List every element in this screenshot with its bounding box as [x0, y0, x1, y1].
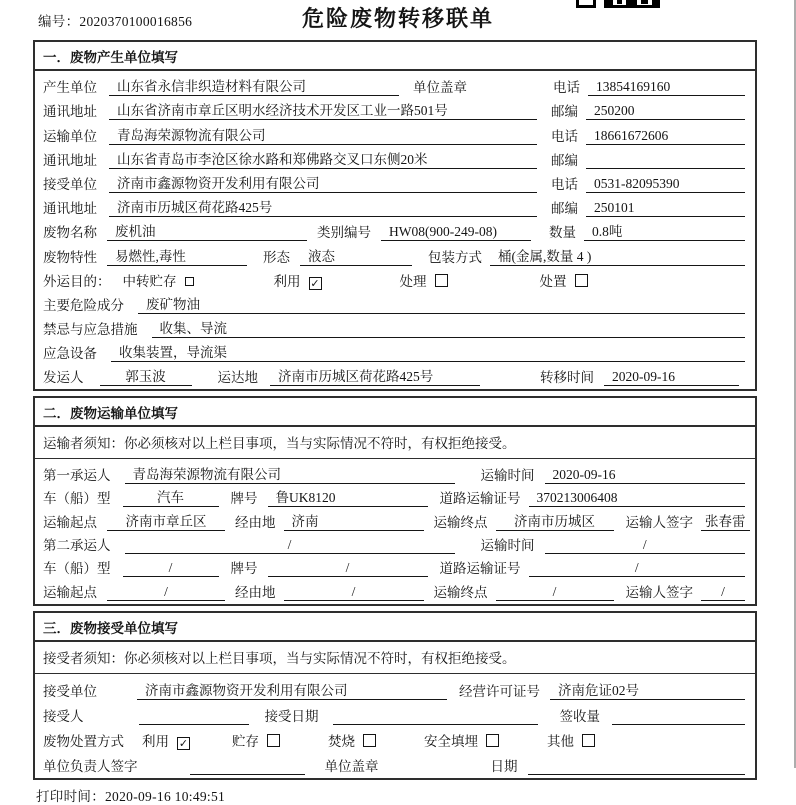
date-label: 日期: [490, 758, 518, 774]
waste-name-row: [43, 217, 745, 241]
vehicle-type-2-value: /: [123, 560, 219, 577]
checkbox-transfer-storage: [185, 277, 194, 286]
purpose-option-label: 中转贮存: [122, 273, 177, 289]
section-receiver: [33, 611, 757, 780]
carrier-signature-value: 张春雷: [701, 510, 750, 531]
transporter-unit-label: 运输单位: [43, 128, 97, 144]
responsible-signature-row: [43, 750, 745, 775]
received-amount-label: 签收量: [559, 708, 600, 724]
checkbox-disposal-other: [582, 734, 595, 747]
checkbox-disposal-store: [267, 734, 280, 747]
date-value: [528, 758, 746, 775]
plate-number-2-label: 牌号: [230, 561, 258, 577]
emergency-equipment-label: 应急设备: [43, 346, 97, 362]
producer-address-row: [43, 96, 745, 120]
route-via-value: 济南: [284, 510, 424, 531]
checkbox-treat: [435, 274, 448, 287]
section-transport-header: 二．废物运输单位填写: [35, 398, 755, 427]
packaging-value: 桶(金属,数量 4 ): [490, 245, 745, 266]
page-title: 危险废物转移联单: [301, 6, 494, 31]
waste-quantity-value: 0.8吨: [584, 220, 745, 241]
section-producer-rows: [35, 71, 755, 389]
print-time: [36, 785, 796, 805]
waste-property-label: 废物特性: [43, 249, 97, 265]
purpose-option-label: 处理: [399, 273, 427, 289]
section-receiver-rows: [35, 674, 755, 778]
transport-time-2-value: /: [545, 537, 746, 554]
checkbox-dispose: [575, 274, 588, 287]
vehicle-type-2-label: 车（船）型: [43, 561, 111, 577]
transporter-unit-row: [43, 120, 745, 144]
transporter-zip-value: [586, 152, 745, 169]
purpose-option-treat: [400, 270, 448, 290]
destination-value: 济南市历城区荷花路425号: [270, 365, 480, 386]
section-producer-header: 一．废物产生单位填写: [35, 42, 755, 71]
checkbox-disposal-utilize: ✓: [178, 736, 189, 750]
waste-form-label: 形态: [263, 249, 290, 265]
disposal-option-incinerate: [328, 730, 376, 750]
second-carrier-label: 第二承运人: [43, 538, 111, 553]
carrier-signature-2-value: /: [701, 584, 745, 601]
producer-unit-row: [43, 72, 745, 96]
precaution-row: [43, 314, 745, 338]
doc-number-value: 2020370100016856: [79, 14, 193, 29]
disposal-option-label: 其他: [547, 733, 574, 749]
route-row: [43, 507, 745, 530]
transfer-purpose-row: [43, 266, 745, 290]
section-receiver-header: 三．废物接受单位填写: [35, 613, 755, 642]
transporter-phone-value: 18661672606: [586, 128, 745, 145]
disposal-option-label: 利用: [142, 733, 169, 749]
receiver-phone-label: 电话: [551, 176, 578, 192]
acceptor-value: [139, 708, 249, 725]
waste-category-value: HW08(900-249-08): [381, 224, 531, 241]
disposal-option-other: [547, 730, 595, 750]
print-time-value: 2020-09-16 10:49:51: [105, 788, 226, 804]
producer-address-label: 通讯地址: [43, 104, 97, 120]
route-via-2-label: 经由地: [235, 584, 276, 600]
road-permit-value: 370213006408: [529, 490, 746, 507]
waste-name-label: 废物名称: [43, 225, 97, 241]
checkbox-disposal-incinerate: [363, 734, 376, 747]
receiver-unit-value: 济南市鑫源物资开发利用有限公司: [109, 172, 537, 193]
second-carrier-value: /: [125, 537, 455, 554]
accepting-unit-value: 济南市鑫源物资开发利用有限公司: [137, 679, 447, 700]
waste-property-value: 易燃性,毒性: [107, 245, 247, 266]
transport-notice: 运输者须知：你必须核对以上栏目事项，当与实际情况不符时，有权拒绝接受。: [35, 427, 755, 459]
shipper-label: 发运人: [43, 370, 84, 386]
hazard-component-value: 废矿物油: [138, 293, 745, 314]
shipper-row: [43, 362, 745, 386]
purpose-option-label: 处置: [539, 273, 567, 289]
purpose-option-utilize: [274, 270, 322, 290]
disposal-method-row: [43, 725, 745, 750]
vehicle-type-label: 车（船）型: [43, 491, 111, 507]
route-end-2-label: 运输终点: [433, 584, 488, 600]
print-time-label: 打印时间：: [36, 788, 105, 804]
transporter-address-row: [43, 145, 745, 169]
disposal-option-landfill: [424, 730, 499, 750]
section-transport-rows: [35, 459, 755, 603]
receiver-unit-row: [43, 169, 745, 193]
precaution-label: 禁忌与应急措施: [43, 322, 138, 338]
route-origin-2-label: 运输起点: [43, 584, 97, 600]
document-header: [0, 0, 796, 36]
waste-property-row: [43, 241, 745, 265]
transfer-time-value: 2020-09-16: [604, 369, 739, 386]
producer-phone-label: 电话: [553, 80, 580, 96]
transporter-zip-label: 邮编: [551, 152, 578, 168]
qr-code-fragment-icon: [576, 0, 662, 9]
carrier-signature-label: 运输人签字: [625, 514, 693, 530]
road-permit-2-value: /: [529, 560, 746, 577]
hazard-component-row: [43, 290, 745, 314]
road-permit-label: 道路运输证号: [439, 491, 521, 507]
precaution-value: 收集、导流: [152, 317, 746, 338]
first-carrier-value: 青岛海荣源物流有限公司: [125, 463, 455, 484]
waste-name-value: 废机油: [107, 220, 307, 241]
accepting-unit-row: [43, 675, 745, 700]
receiver-zip-label: 邮编: [551, 201, 578, 217]
accept-date-label: 接受日期: [264, 708, 319, 724]
vehicle-type-value: 汽车: [123, 486, 219, 507]
shipper-value: 郭玉波: [100, 365, 192, 386]
transporter-address-value: 山东省青岛市李沧区徐水路和郑佛路交叉口东侧20米: [109, 148, 537, 169]
waste-category-label: 类别编号: [317, 225, 371, 241]
emergency-equipment-row: [43, 338, 745, 362]
transport-time-2-label: 运输时间: [480, 538, 535, 553]
disposal-method-label: 废物处置方式: [43, 733, 124, 749]
vehicle-type-2-row: [43, 554, 745, 577]
disposal-option-store: [232, 730, 280, 750]
receiver-address-value: 济南市历城区荷花路425号: [109, 196, 537, 217]
second-carrier-row: [43, 531, 745, 554]
received-amount-value: [612, 708, 745, 725]
destination-label: 运达地: [217, 370, 258, 386]
accept-date-value: [333, 708, 538, 725]
manifest-form: [33, 40, 757, 780]
purpose-option-transfer-storage: [123, 270, 194, 290]
receiver-address-label: 通讯地址: [43, 201, 97, 217]
transporter-unit-value: 青岛海荣源物流有限公司: [109, 124, 537, 145]
receiver-unit-label: 接受单位: [43, 176, 97, 192]
route-origin-2-value: /: [107, 584, 225, 601]
unit-seal-3-label: 单位盖章: [324, 758, 379, 774]
license-number-label: 经营许可证号: [459, 683, 540, 699]
first-carrier-label: 第一承运人: [43, 467, 111, 483]
receiver-address-row: [43, 193, 745, 217]
first-carrier-row: [43, 460, 745, 483]
responsible-signature-label: 单位负责人签字: [43, 758, 138, 774]
producer-zip-value: 250200: [586, 103, 745, 120]
disposal-option-label: 安全填埋: [424, 733, 478, 749]
producer-unit-label: 产生单位: [43, 80, 97, 96]
vehicle-type-row: [43, 484, 745, 507]
carrier-signature-2-label: 运输人签字: [625, 584, 693, 600]
section-producer: [33, 40, 757, 391]
acceptor-label: 接受人: [43, 708, 84, 724]
unit-seal-label: 单位盖章: [413, 80, 467, 96]
receiver-notice: 接受者须知：你必须核对以上栏目事项，当与实际情况不符时，有权拒绝接受。: [35, 642, 755, 674]
checkbox-utilize: ✓: [310, 276, 320, 290]
route-end-value: 济南市历城区: [496, 510, 614, 531]
license-number-value: 济南危证02号: [550, 679, 745, 700]
plate-number-value: 鲁UK8120: [268, 486, 428, 507]
producer-phone-value: 13854169160: [588, 79, 745, 96]
accepting-unit-label: 接受单位: [43, 683, 97, 699]
hazard-component-label: 主要危险成分: [43, 297, 124, 313]
route-end-label: 运输终点: [433, 514, 488, 530]
road-permit-2-label: 道路运输证号: [439, 561, 521, 577]
transport-time-label: 运输时间: [480, 467, 535, 483]
route-2-row: [43, 577, 745, 600]
plate-number-2-value: /: [268, 560, 428, 577]
waste-form-value: 液态: [300, 245, 412, 266]
checkbox-disposal-landfill: [486, 734, 499, 747]
transfer-time-label: 转移时间: [540, 370, 594, 386]
disposal-option-label: 焚烧: [328, 733, 355, 749]
responsible-signature-value: [190, 758, 305, 775]
transporter-phone-label: 电话: [551, 128, 578, 144]
route-via-label: 经由地: [235, 514, 276, 530]
producer-unit-value: 山东省永信非织造材料有限公司: [109, 75, 399, 96]
waste-quantity-label: 数量: [549, 225, 576, 241]
route-origin-value: 济南市章丘区: [107, 510, 225, 531]
plate-number-label: 牌号: [230, 491, 258, 507]
route-origin-label: 运输起点: [43, 514, 97, 530]
producer-address-value: 山东省济南市章丘区明水经济技术开发区工业一路501号: [109, 99, 537, 120]
disposal-option-utilize: [142, 730, 190, 750]
disposal-option-label: 贮存: [232, 733, 259, 749]
purpose-option-label: 利用: [273, 273, 301, 289]
acceptor-row: [43, 700, 745, 725]
transporter-address-label: 通讯地址: [43, 152, 97, 168]
route-end-2-value: /: [496, 584, 614, 601]
receiver-zip-value: 250101: [586, 200, 745, 217]
route-via-2-value: /: [284, 584, 424, 601]
doc-number-label: 编号：: [38, 14, 80, 29]
receiver-phone-value: 0531-82095390: [586, 176, 745, 193]
section-transport: [33, 396, 757, 605]
producer-zip-label: 邮编: [551, 104, 578, 120]
packaging-label: 包装方式: [428, 249, 482, 265]
purpose-option-dispose: [540, 270, 588, 290]
transfer-purpose-label: 外运目的：: [43, 273, 111, 289]
emergency-equipment-value: 收集装置，导流渠: [111, 341, 745, 362]
transport-time-value: 2020-09-16: [545, 467, 746, 484]
